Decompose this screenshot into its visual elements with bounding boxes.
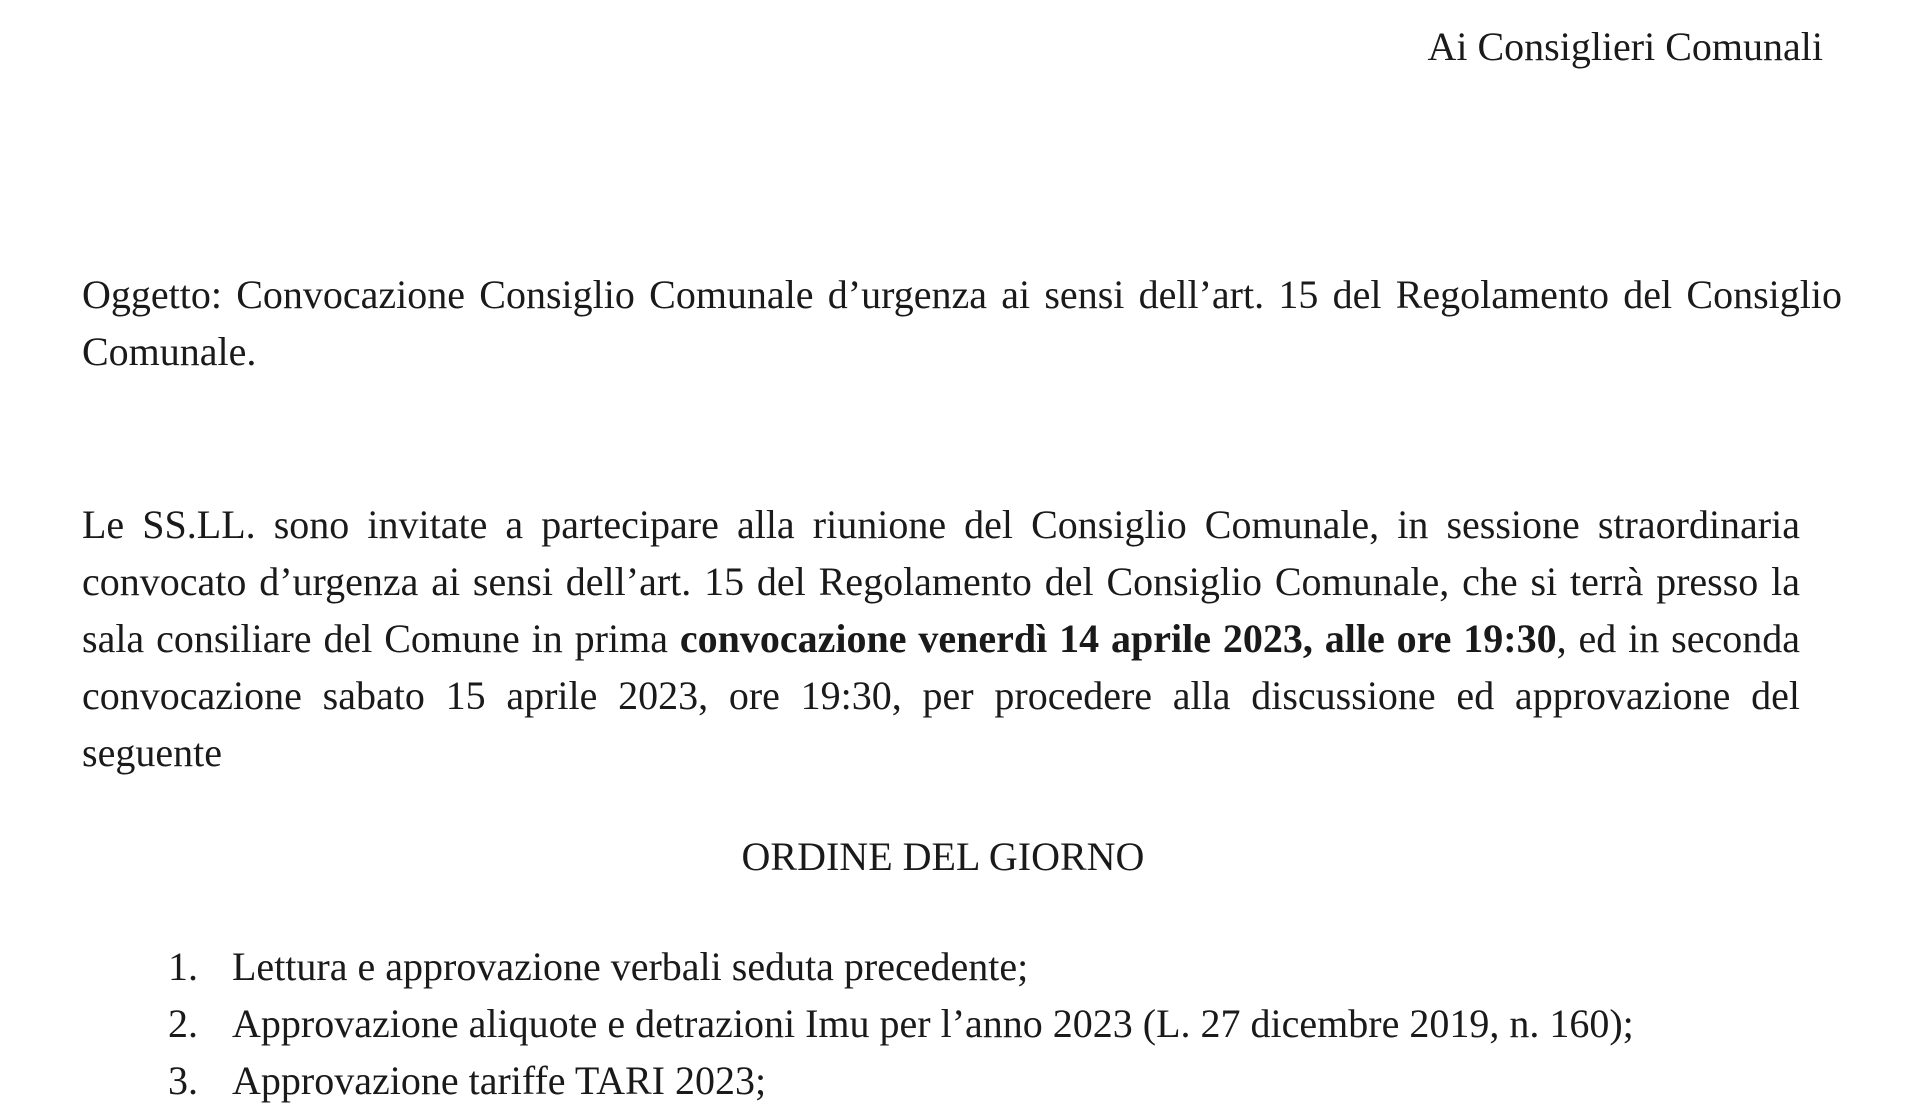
convocation-text-end: , ed in seconda convocazione sabato 15 aprile 2023, ore 19:30, per procedere alla discussione ed approvazione del seguente	[82, 616, 1800, 775]
convocation-date-bold: convocazione venerdì 14 aprile 2023, alle ore 19:30	[679, 616, 1557, 661]
agenda-item-number: 3.	[168, 1058, 198, 1103]
addressee-line: Ai Consiglieri Comunali	[1427, 24, 1823, 69]
convocation-paragraph	[82, 496, 1800, 781]
agenda-item	[168, 938, 1634, 995]
convocation-text-start: Le SS.LL. sono invitate a partecipare alla riunione del Consiglio Comunale, in sessione straordinaria convocato d’urgenza ai sensi dell’art. 15 del Regolamento del Consiglio Comunale, che si terrà presso la sala consiliare del Comune in prima	[82, 502, 1800, 661]
agenda-list	[168, 938, 1634, 1109]
agenda-item-text: Lettura e approvazione verbali seduta precedente;	[232, 944, 1029, 989]
agenda-item	[168, 1052, 1634, 1109]
agenda-item	[168, 995, 1634, 1052]
agenda-title: ORDINE DEL GIORNO	[741, 834, 1145, 879]
agenda-item-text: Approvazione aliquote e detrazioni Imu per l’anno 2023 (L. 27 dicembre 2019, n. 160);	[232, 1001, 1634, 1046]
agenda-item-number: 1.	[168, 944, 198, 989]
agenda-item-text: Approvazione tariffe TARI 2023;	[232, 1058, 767, 1103]
agenda-item-number: 2.	[168, 1001, 198, 1046]
subject-paragraph: Oggetto: Convocazione Consiglio Comunale d’urgenza ai sensi dell’art. 15 del Regolamento del Consiglio Comunale.	[82, 272, 1842, 374]
